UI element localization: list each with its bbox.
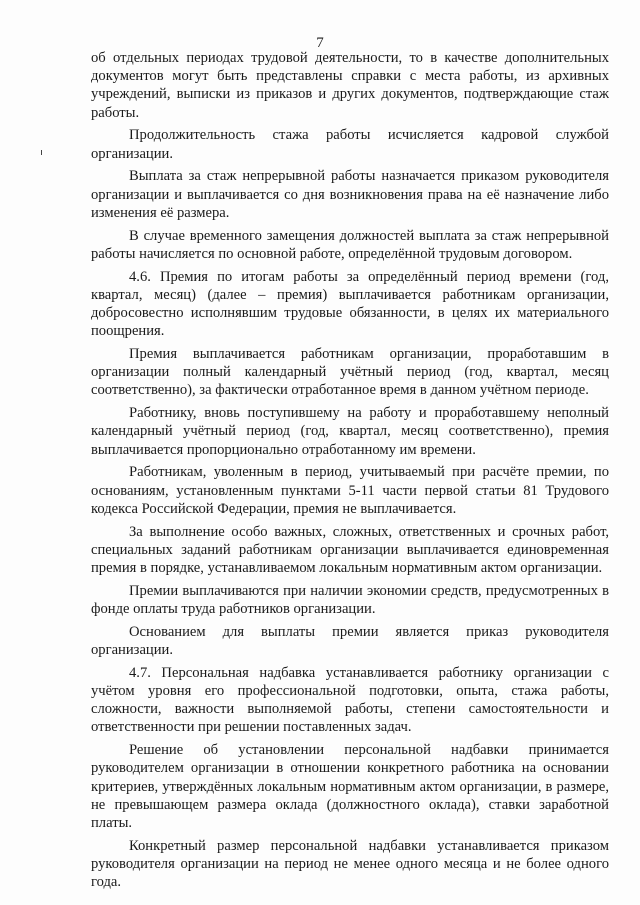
paragraph: Выплата за стаж непрерывной работы назначается приказом руководителя организации и выплачивается со дня возникновения права на её назначение либо изменения её размера. <box>91 168 609 221</box>
paragraph-section-4-7: 4.7. Персональная надбавка устанавливается работнику организации с учётом уровня его профессиональной подготовки, опыта, стажа работы, сложности, важности выполняемой работы, степени самостоятельности и ответственности при решении поставленных задач. <box>91 664 609 736</box>
paragraph: Продолжительность стажа работы исчисляется кадровой службой организации. <box>91 127 609 162</box>
paragraph: Основанием для выплаты премии является приказ руководителя организации. <box>91 623 609 659</box>
paragraph: Премии выплачиваются при наличии экономии средств, предусмотренных в фонде оплаты труда работников организации. <box>91 582 609 618</box>
paragraph: об отдельных периодах трудовой деятельности, то в качестве дополнительных документов могут быть представлены справки с места работы, из архивных учреждений, выписки из приказов и других документов, подтверждающие стаж работы. <box>91 50 609 121</box>
paragraph: Конкретный размер персональной надбавки устанавливается приказом руководителя организации на период не менее одного месяца и не более одного года. <box>91 837 609 891</box>
paragraph-section-4-6: 4.6. Премия по итогам работы за определённый период времени (год, квартал, месяц) (далее – премия) выплачивается работникам организации, добросовестно исполнявшим трудовые обязанности, в целях их материального поощрения. <box>91 268 609 340</box>
document-body <box>91 49 609 896</box>
paragraph: Решение об установлении персональной надбавки принимается руководителем организации в отношении конкретного работника на основании критериев, утверждённых локальным нормативным актом организации, в размере, не превышающем размера оклада (должностного оклада), ставки заработной платы. <box>91 742 609 832</box>
paragraph: Работнику, вновь поступившему на работу и проработавшему неполный календарный учётный период (год, квартал, месяц соответственно), премия выплачивается пропорционально отработанному им времени. <box>91 405 609 458</box>
paragraph: Работникам, уволенным в период, учитываемый при расчёте премии, по основаниям, установленным пунктами 5-11 части первой статьи 81 Трудового кодекса Российской Федерации, премия не выплачивается. <box>91 464 609 517</box>
paragraph: За выполнение особо важных, сложных, ответственных и срочных работ, специальных заданий работникам организации выплачивается единовременная премия в порядке, устанавливаемом локальным нормативным актом организации. <box>91 523 609 577</box>
paragraph: В случае временного замещения должностей выплата за стаж непрерывной работы начисляется по основной работе, определённой трудовым договором. <box>91 227 609 262</box>
paragraph: Премия выплачивается работникам организации, проработавшим в организации полный календарный учётный период (год, квартал, месяц соответственно), за фактически отработанное время в данном учётном периоде. <box>91 346 609 399</box>
margin-mark <box>41 150 42 155</box>
page-number: 7 <box>316 35 324 51</box>
